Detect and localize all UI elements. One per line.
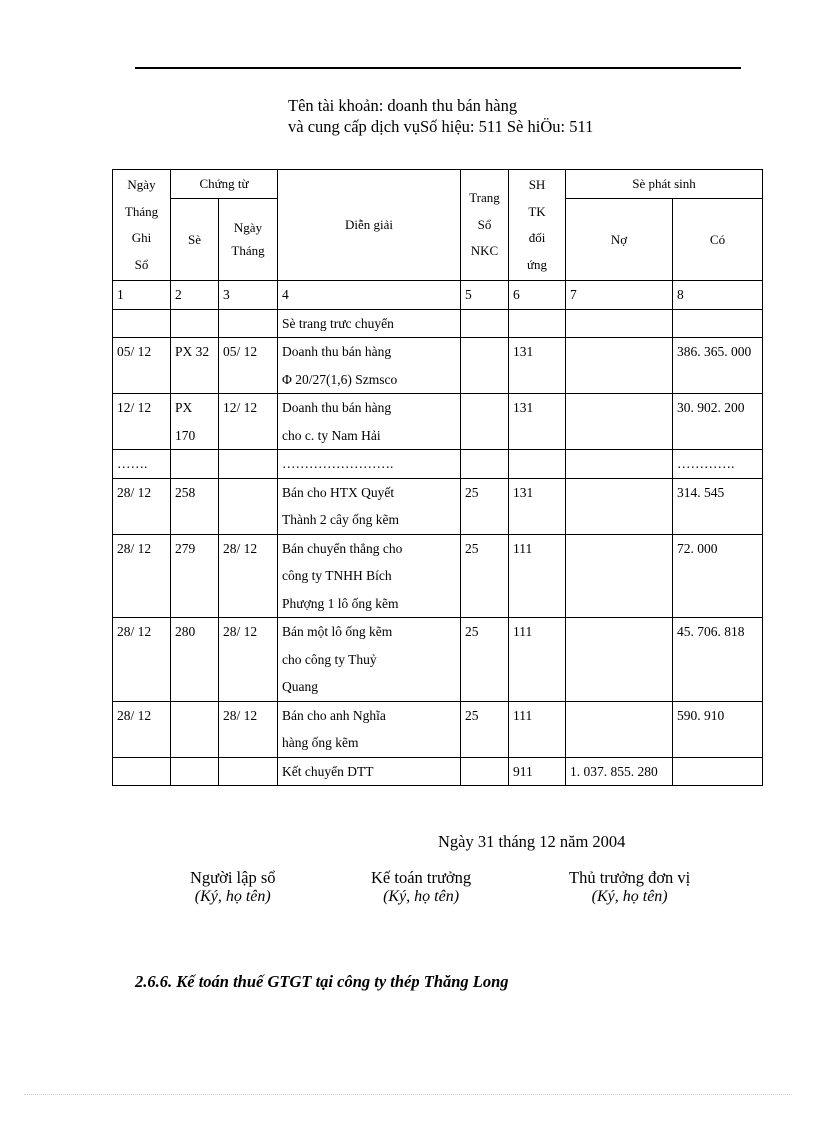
cell-voucher-date bbox=[219, 478, 278, 534]
cell-credit: 590. 910 bbox=[673, 701, 763, 757]
index-cell: 7 bbox=[566, 281, 673, 310]
cell-voucher-date: 28/ 12 bbox=[219, 534, 278, 618]
cell-date bbox=[113, 757, 171, 786]
header-shtk-doi-ung: SH TK đối ứng bbox=[509, 170, 566, 281]
cell-credit: 314. 545 bbox=[673, 478, 763, 534]
description-line: Kết chuyển DTT bbox=[282, 763, 374, 779]
cell-debit bbox=[566, 394, 673, 450]
cell-debit bbox=[566, 534, 673, 618]
cell-nkc-page bbox=[461, 394, 509, 450]
cell-debit bbox=[566, 701, 673, 757]
cell-description bbox=[278, 618, 461, 702]
cell-nkc-page: 25 bbox=[461, 478, 509, 534]
header-so-phat-sinh: Sè phát sinh bbox=[566, 170, 763, 199]
header-co: Có bbox=[673, 199, 763, 281]
cell-debit bbox=[566, 338, 673, 394]
cell-contra-account: 911 bbox=[509, 757, 566, 786]
signature-role: Người lập sổ bbox=[190, 868, 276, 887]
header-trang-so-nkc: Trang Sổ NKC bbox=[461, 170, 509, 281]
date-line: Ngày 31 tháng 12 năm 2004 bbox=[438, 832, 626, 851]
table-row bbox=[113, 338, 763, 394]
cell-voucher-no bbox=[171, 450, 219, 479]
index-cell: 2 bbox=[171, 281, 219, 310]
page-bottom-border bbox=[24, 1094, 792, 1095]
cell-nkc-page bbox=[461, 338, 509, 394]
header-ngay-thang-ghi-so: Ngày Tháng Ghi Sổ bbox=[113, 170, 171, 281]
cell-voucher-no: 258 bbox=[171, 478, 219, 534]
cell-nkc-page: 25 bbox=[461, 534, 509, 618]
cell-date: 28/ 12 bbox=[113, 478, 171, 534]
cell-voucher-date: 12/ 12 bbox=[219, 394, 278, 450]
cell-voucher-no bbox=[171, 701, 219, 757]
table-row bbox=[113, 309, 763, 338]
cell-description bbox=[278, 394, 461, 450]
signature-role: Kế toán trưởng bbox=[371, 868, 472, 887]
cell-voucher-date bbox=[219, 450, 278, 479]
cell-credit bbox=[673, 757, 763, 786]
cell-contra-account: 131 bbox=[509, 478, 566, 534]
cell-contra-account: 131 bbox=[509, 338, 566, 394]
header-rule bbox=[135, 67, 741, 69]
cell-credit: 386. 365. 000 bbox=[673, 338, 763, 394]
signature-chief-accountant bbox=[371, 868, 471, 906]
header-dien-giai: Diễn giải bbox=[278, 170, 461, 281]
description-line: hàng ống kẽm bbox=[282, 735, 359, 750]
cell-date: 28/ 12 bbox=[113, 618, 171, 702]
cell-contra-account: 111 bbox=[509, 534, 566, 618]
index-cell: 5 bbox=[461, 281, 509, 310]
description-line: Bán cho anh Nghĩa bbox=[282, 707, 386, 723]
cell-debit bbox=[566, 309, 673, 338]
description-line: Φ 20/27(1,6) Szmsco bbox=[282, 371, 398, 387]
header-chung-tu: Chứng từ bbox=[171, 170, 278, 199]
description-line: Sè trang trưc chuyển bbox=[282, 315, 394, 331]
cell-credit: 30. 902. 200 bbox=[673, 394, 763, 450]
cell-debit bbox=[566, 478, 673, 534]
cell-voucher-no bbox=[171, 309, 219, 338]
cell-date: 28/ 12 bbox=[113, 534, 171, 618]
index-cell: 1 bbox=[113, 281, 171, 310]
index-cell: 6 bbox=[509, 281, 566, 310]
ledger-table bbox=[112, 169, 763, 786]
cell-date: ……. bbox=[113, 450, 171, 479]
table-row bbox=[113, 618, 763, 702]
cell-voucher-date: 28/ 12 bbox=[219, 701, 278, 757]
header-no: Nợ bbox=[566, 199, 673, 281]
description-line: Thành 2 cây ống kẽm bbox=[282, 512, 399, 527]
description-line: Bán chuyển thẳng cho bbox=[282, 540, 403, 556]
signature-role: Thủ trưởng đơn vị bbox=[569, 868, 691, 887]
cell-nkc-page: 25 bbox=[461, 618, 509, 702]
table-row bbox=[113, 394, 763, 450]
cell-voucher-date bbox=[219, 757, 278, 786]
cell-description bbox=[278, 478, 461, 534]
signature-note: (Ký, họ tên) bbox=[194, 888, 271, 905]
description-line: Quang bbox=[282, 679, 318, 694]
description-line: Doanh thu bán hàng bbox=[282, 344, 392, 359]
cell-contra-account: 131 bbox=[509, 394, 566, 450]
cell-description bbox=[278, 701, 461, 757]
signature-note: (Ký, họ tên) bbox=[591, 888, 668, 905]
cell-date: 05/ 12 bbox=[113, 338, 171, 394]
description-line: cho công ty Thuỷ bbox=[282, 651, 377, 667]
description-line: công ty TNHH Bích bbox=[282, 568, 392, 583]
description-line: ……………………. bbox=[282, 456, 394, 471]
table-row bbox=[113, 478, 763, 534]
cell-voucher-no: 279 bbox=[171, 534, 219, 618]
description-line: Bán một lô ống kẽm bbox=[282, 624, 393, 639]
cell-description bbox=[278, 757, 461, 786]
cell-credit: 45. 706. 818 bbox=[673, 618, 763, 702]
cell-description bbox=[278, 534, 461, 618]
index-row bbox=[113, 281, 763, 310]
cell-contra-account: 111 bbox=[509, 618, 566, 702]
header-so: Sè bbox=[171, 199, 219, 281]
cell-date: 28/ 12 bbox=[113, 701, 171, 757]
header-ngay-thang: Ngày Tháng bbox=[219, 199, 278, 281]
description-line: Doanh thu bán hàng bbox=[282, 400, 392, 415]
cell-credit: …………. bbox=[673, 450, 763, 479]
cell-debit: 1. 037. 855. 280 bbox=[566, 757, 673, 786]
cell-voucher-date: 05/ 12 bbox=[219, 338, 278, 394]
cell-voucher-date: 28/ 12 bbox=[219, 618, 278, 702]
cell-description bbox=[278, 309, 461, 338]
cell-contra-account bbox=[509, 450, 566, 479]
table-row bbox=[113, 534, 763, 618]
cell-contra-account bbox=[509, 309, 566, 338]
cell-nkc-page: 25 bbox=[461, 701, 509, 757]
description-line: Bán cho HTX Quyết bbox=[282, 484, 395, 500]
cell-voucher-date bbox=[219, 309, 278, 338]
table-row bbox=[113, 701, 763, 757]
cell-voucher-no: 280 bbox=[171, 618, 219, 702]
cell-credit bbox=[673, 309, 763, 338]
table-row bbox=[113, 450, 763, 479]
account-title bbox=[288, 95, 593, 137]
cell-voucher-no: PX 170 bbox=[171, 394, 219, 450]
account-title-line-2: và cung cấp dịch vụSố hiệu: 511 Sè hiÖu: 511 bbox=[288, 117, 594, 136]
description-line: Phượng 1 lô ống kẽm bbox=[282, 595, 399, 611]
cell-voucher-no: PX 32 bbox=[171, 338, 219, 394]
section-heading: 2.6.6. Kế toán thuế GTGT tại công ty thép Thăng Long bbox=[135, 972, 509, 991]
cell-description bbox=[278, 338, 461, 394]
cell-nkc-page bbox=[461, 450, 509, 479]
cell-date: 12/ 12 bbox=[113, 394, 171, 450]
description-line: cho c. ty Nam Hải bbox=[282, 427, 381, 443]
cell-date bbox=[113, 309, 171, 338]
cell-nkc-page bbox=[461, 309, 509, 338]
index-cell: 8 bbox=[673, 281, 763, 310]
cell-debit bbox=[566, 450, 673, 479]
cell-credit: 72. 000 bbox=[673, 534, 763, 618]
index-cell: 3 bbox=[219, 281, 278, 310]
signature-preparer bbox=[190, 868, 276, 906]
account-title-line-1: Tên tài khoản: doanh thu bán hàng bbox=[288, 96, 518, 115]
ledger-body bbox=[113, 309, 763, 786]
signature-director bbox=[569, 868, 690, 906]
index-cell: 4 bbox=[278, 281, 461, 310]
cell-debit bbox=[566, 618, 673, 702]
cell-description bbox=[278, 450, 461, 479]
signature-note: (Ký, họ tên) bbox=[383, 888, 460, 905]
cell-voucher-no bbox=[171, 757, 219, 786]
table-row bbox=[113, 757, 763, 786]
cell-contra-account: 111 bbox=[509, 701, 566, 757]
cell-nkc-page bbox=[461, 757, 509, 786]
